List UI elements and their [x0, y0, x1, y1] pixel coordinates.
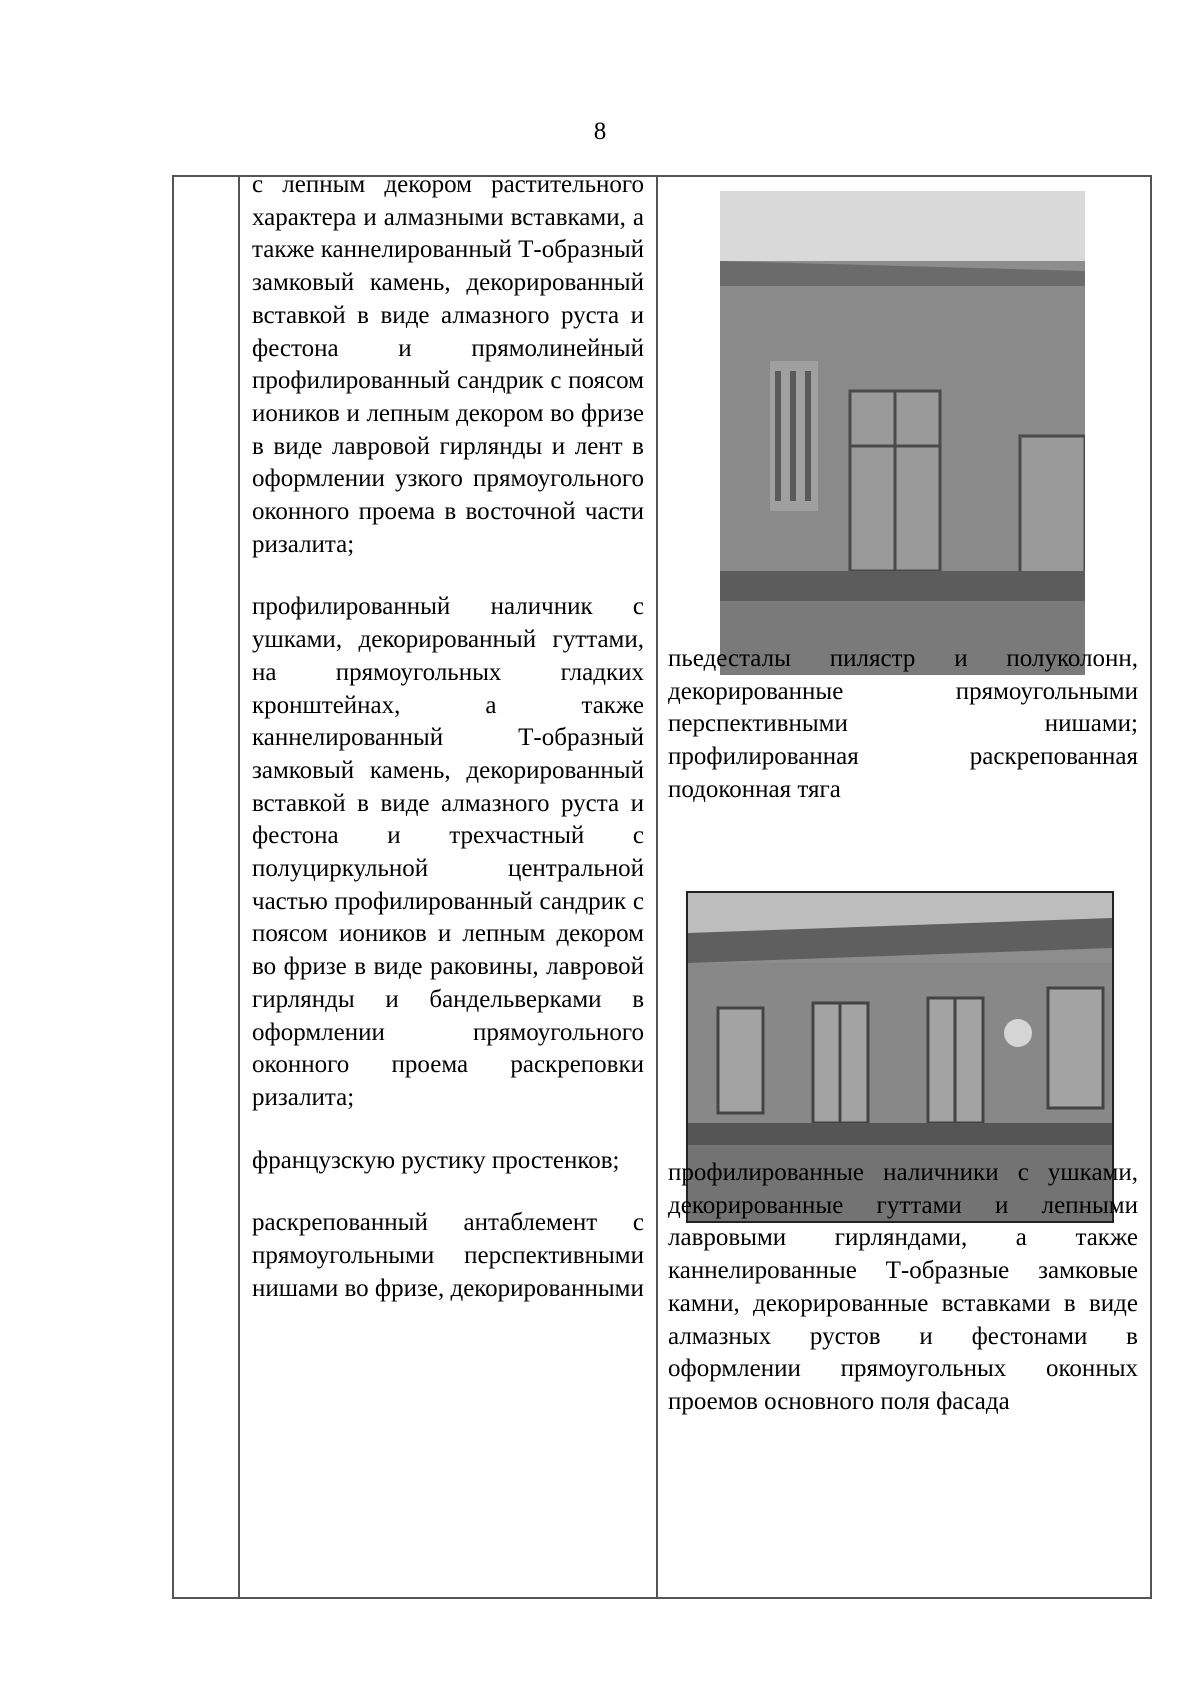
facade-window-photo: [720, 191, 1085, 675]
description-paragraph: с лепным декором растительного характера и алмазными вставками, а также каннелированный Т-образный замковый камень, декорированный вставкой в виде алмазного руста и фестона и прямолинейный профилированный сандрик с поясом иоников и лепным декором во фризе в виде лавровой гирлянды и лент в оформлении узкого прямоугольного оконного проема в восточной части ризалита;: [252, 171, 644, 558]
photo-caption-1: пьедесталы пилястр и полуколонн, декорированные прямоугольными перспективными нишами; профилированная раскрепованная подоконная тяга: [668, 645, 1138, 803]
document-table: [172, 171, 1152, 1599]
number-column-cell: [174, 177, 238, 1597]
column-divider-2: [656, 175, 658, 1599]
photo-caption-2: профилированные наличники с ушками, декорированные гуттами и лепными лавровыми гирляндами, а также каннелированные Т-образные замковые камни, декорированные вставками в виде алмазных рустов и фестонами в оформлении прямоугольных оконных проемов основного поля фасада: [668, 1159, 1138, 1415]
description-cell: [252, 169, 644, 1306]
column-divider-1: [238, 175, 240, 1599]
facade-window-photo-drawing: [720, 191, 1085, 675]
description-paragraph: профилированный наличник с ушками, декорированный гуттами, на прямоугольных гладких кронштейнах, а также каннелированный Т-образный замковый камень, декорированный вставкой в виде алмазного руста и фестона и трехчастный с полуциркульной центральной частью профилированный сандрик с поясом иоников и лепным декором во фризе в виде раковины, лавровой гирлянды и бандельверками в оформлении прямоугольного оконного проема раскреповки ризалита;: [252, 593, 644, 1111]
description-paragraph: раскрепованный антаблемент с прямоугольными перспективными нишами во фризе, декорированными: [252, 1209, 644, 1302]
table-right-border: [1150, 175, 1152, 1599]
table-bottom-border: [172, 1597, 1152, 1599]
page-number: 8: [593, 118, 607, 145]
description-paragraph: французскую рустику простенков;: [252, 1146, 620, 1174]
